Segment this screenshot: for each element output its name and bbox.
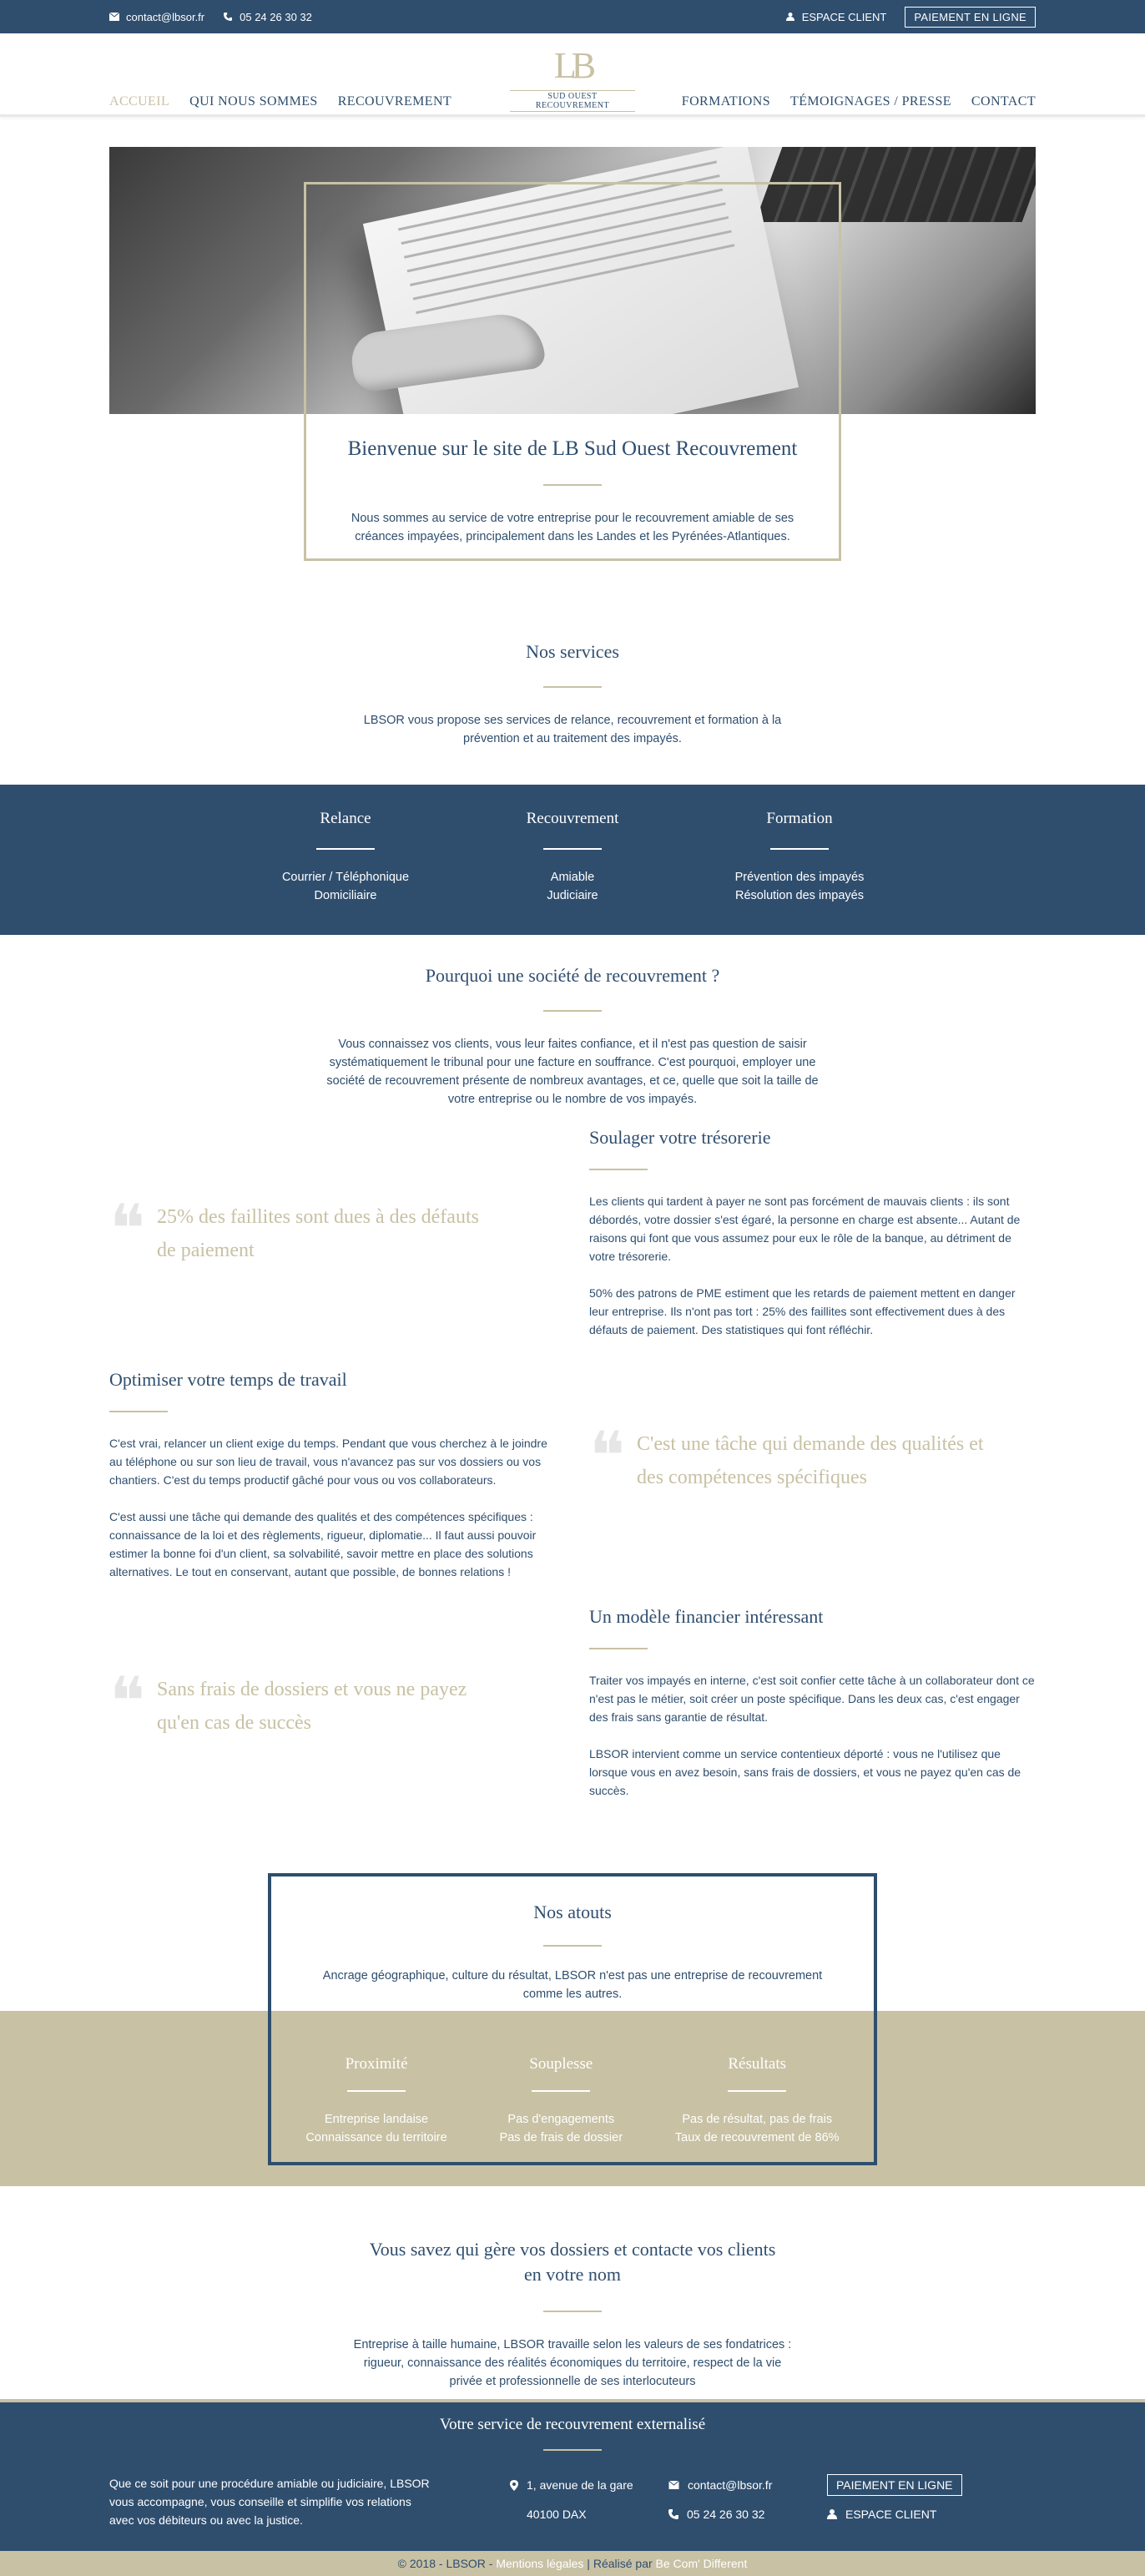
quote-text: C'est une tâche qui demande des qualités et des compétences spécifiques <box>637 1433 984 1488</box>
atout-line: Pas de résultat, pas de frais <box>682 2113 833 2126</box>
user-icon <box>827 2509 837 2519</box>
legal-link[interactable]: Mentions légales <box>496 2557 584 2570</box>
nav-formations[interactable]: FORMATIONS <box>681 94 771 109</box>
service-title: Relance <box>320 810 371 827</box>
atout-title: Proximité <box>345 2055 408 2073</box>
service-line: Domiciliaire <box>314 889 377 902</box>
why-section <box>0 935 1145 1127</box>
footer <box>0 2399 1145 2551</box>
footer-phone-text: 05 24 26 30 32 <box>687 2508 765 2521</box>
footer-email[interactable] <box>668 2474 827 2496</box>
logo[interactable] <box>510 37 635 112</box>
hero <box>0 147 1145 631</box>
atout-proximite <box>305 2055 446 2147</box>
manage-section <box>0 2224 1145 2399</box>
block-tresorerie <box>109 1127 1036 1369</box>
atouts-text: Ancrage géographique, culture du résultat, LBSOR n'est pas une entreprise de recouvrement comme les autres. <box>322 1969 823 2001</box>
block-title: Optimiser votre temps de travail <box>109 1369 347 1390</box>
logo-monogram: LB <box>553 45 592 86</box>
service-title: Recouvrement <box>526 810 619 827</box>
footer-title: Votre service de recouvrement externalisé <box>439 2416 706 2433</box>
topbar-phone-text: 05 24 26 30 32 <box>240 10 312 23</box>
quote-icon: ❝ <box>589 1417 626 1495</box>
services-band <box>0 785 1145 935</box>
nav-contact[interactable]: CONTACT <box>971 94 1036 109</box>
client-space-label: ESPACE CLIENT <box>801 10 887 23</box>
quote-icon: ❝ <box>109 1190 146 1268</box>
pull-quote <box>589 1417 986 1495</box>
client-space-link[interactable] <box>785 11 887 23</box>
quote-text: Sans frais de dossiers et vous ne payez qu'en cas de succès <box>157 1679 467 1734</box>
divider <box>532 2090 590 2092</box>
envelope-icon <box>109 13 119 21</box>
service-line: Amiable <box>550 871 595 884</box>
divider <box>543 848 602 850</box>
divider <box>589 1648 648 1649</box>
nav-temoignages[interactable]: TÉMOIGNAGES / PRESSE <box>790 94 951 109</box>
footer-about: Que ce soit pour une procédure amiable ou judiciaire, LBSOR vous accompagne, vous conseille et simplifie vos relations avec vos débiteurs ou avec la justice. <box>109 2477 430 2527</box>
footer-pay-online-button[interactable]: PAIEMENT EN LIGNE <box>827 2474 962 2496</box>
block-title: Soulager votre trésorerie <box>589 1127 771 1148</box>
hero-title: Bienvenue sur le site de LB Sud Ouest Recouvrement <box>347 437 798 460</box>
block-paragraph: Traiter vos impayés en interne, c'est soit confier cette tâche à un collaborateur dont ce n'est pas le métier, soit créer un poste spécifique. Dans les deux cas, c'est engager des frais sans garantie de résultat. <box>589 1674 1035 1724</box>
envelope-icon <box>668 2481 679 2489</box>
phone-icon <box>668 2509 678 2519</box>
service-title: Formation <box>766 810 833 827</box>
footer-client-space-label: ESPACE CLIENT <box>845 2508 937 2521</box>
block-paragraph: Les clients qui tardent à payer ne sont pas forcément de mauvais clients : ils sont débordés, votre dossier s'est égaré, la personne en charge est absente... Autant de raisons qui font que vous assumez pour eux le rôle de la banque, au détriment de votre trésorerie. <box>589 1195 1021 1263</box>
block-financier <box>109 1606 1036 1815</box>
hero-card <box>306 414 839 558</box>
footer-city <box>510 2508 668 2521</box>
phone-icon <box>223 13 233 21</box>
footer-client-space[interactable] <box>827 2508 994 2521</box>
atout-title: Souplesse <box>529 2055 593 2073</box>
divider <box>316 848 375 850</box>
divider <box>589 1169 648 1170</box>
atout-title: Résultats <box>728 2055 787 2073</box>
manage-title <box>0 2237 1145 2287</box>
quote-text: 25% des faillites sont dues à des défauts de paiement <box>157 1206 479 1261</box>
service-line: Courrier / Téléphonique <box>281 871 410 884</box>
divider <box>109 1411 168 1412</box>
atout-line: Pas de frais de dossier <box>499 2131 623 2144</box>
user-icon <box>785 13 795 21</box>
service-line: Prévention des impayés <box>734 871 865 884</box>
divider <box>543 2449 602 2451</box>
divider <box>770 848 829 850</box>
topbar-email-text: contact@lbsor.fr <box>126 10 205 23</box>
services-section <box>0 631 1145 785</box>
atout-line: Entreprise landaise <box>324 2113 429 2126</box>
service-line: Résolution des impayés <box>735 889 864 902</box>
service-relance[interactable] <box>265 810 426 905</box>
divider <box>543 1945 602 1947</box>
nav-left <box>109 94 451 109</box>
hero-text: Nous sommes au service de votre entreprise pour le recouvrement amiable de ses créances impayées, principalement dans les Landes et les Pyrénées-Atlantiques. <box>351 512 794 543</box>
footer-address-line1: 1, avenue de la gare <box>527 2478 633 2492</box>
header <box>0 33 1145 117</box>
block-paragraph: LBSOR intervient comme un service contentieux déporté : vous ne l'utilisez que lorsque vous en avez besoin, sans frais de dossiers, et vous ne payez qu'en cas de succès. <box>589 1747 1021 1797</box>
divider <box>347 2090 406 2092</box>
service-formation[interactable] <box>719 810 880 905</box>
divider <box>728 2090 786 2092</box>
nav-accueil[interactable]: ACCUEIL <box>109 94 170 109</box>
block-paragraph: C'est vrai, relancer un client exige du temps. Pendant que vous cherchez à le joindre au téléphone ou sur son lieu de travail, vous n'avancez pas sur vos dossiers ou vos chantiers. C'est du temps productif gâché pour vous ou vos collaborateurs. <box>109 1437 547 1487</box>
nav-qui-nous-sommes[interactable]: QUI NOUS SOMMES <box>189 94 318 109</box>
block-title: Un modèle financier intéressant <box>589 1606 824 1627</box>
service-recouvrement[interactable] <box>492 810 653 905</box>
pull-quote <box>109 1663 497 1740</box>
logo-tagline: SUD OUEST RECOUVREMENT <box>510 90 635 112</box>
footer-phone[interactable] <box>668 2508 827 2521</box>
nav-right <box>682 94 1036 109</box>
footer-address <box>510 2474 668 2496</box>
divider <box>543 484 602 486</box>
atouts-box <box>268 1873 877 2165</box>
pull-quote <box>109 1190 497 1268</box>
why-text: Vous connaissez vos clients, vous leur faites confiance, et il n'est pas question de saisir systématiquement le tribunal pour une facture en souffrance. C'est pourquoi, employer une société de recouvrement présente de nombreux avantages, et ce, quelle que soit la taille de votre entreprise ou le nombre de vos impayés. <box>326 1038 819 1106</box>
service-line: Judiciaire <box>547 889 598 902</box>
divider <box>543 2311 602 2312</box>
footer-address-line2: 40100 DAX <box>527 2508 587 2521</box>
agency-link[interactable]: Be Com' Different <box>655 2557 748 2570</box>
map-pin-icon <box>510 2480 518 2491</box>
copyright-text: © 2018 - LBSOR - <box>397 2557 497 2570</box>
top-bar <box>0 0 1145 33</box>
block-paragraph: C'est aussi une tâche qui demande des qualités et des compétences spécifiques : connaissance de la loi et des règlements, rigueur, diplomatie... Il faut aussi pouvoir estimer la bonne foi d'un client, sa solvabilité, savoir mettre en place des solutions alternatives. Le tout en conservant, autant que possible, de bonnes relations ! <box>109 1510 537 1578</box>
divider <box>543 1010 602 1012</box>
atouts-section <box>0 1873 1145 2224</box>
nav-recouvrement[interactable]: RECOUVREMENT <box>337 94 452 109</box>
block-paragraph: 50% des patrons de PME estiment que les retards de paiement mettent en danger leur entreprise. Ils n'ont pas tort : 25% des faillites sont effectivement dues à des défauts de paiement. Des statistiques qui font réfléchir. <box>589 1286 1016 1336</box>
topbar-email[interactable] <box>109 11 204 23</box>
services-title: Nos services <box>526 641 619 662</box>
quote-icon: ❝ <box>109 1663 146 1740</box>
atout-resultats <box>675 2055 840 2147</box>
block-temps <box>109 1369 1036 1606</box>
copyright-middle: | Réalisé par <box>583 2557 656 2570</box>
pay-online-button[interactable]: PAIEMENT EN LIGNE <box>905 7 1036 28</box>
atout-line: Taux de recouvrement de 86% <box>674 2131 840 2144</box>
atout-line: Connaissance du territoire <box>305 2131 447 2144</box>
atout-souplesse <box>500 2055 623 2147</box>
manage-title-line1: Vous savez qui gère vos dossiers et contacte vos clients <box>369 2239 776 2260</box>
footer-email-text: contact@lbsor.fr <box>688 2478 773 2492</box>
footer-contact <box>510 2474 994 2521</box>
topbar-phone[interactable] <box>223 11 312 23</box>
why-title: Pourquoi une société de recouvrement ? <box>425 965 720 986</box>
manage-title-line2: en votre nom <box>523 2264 622 2285</box>
services-text: LBSOR vous propose ses services de relance, recouvrement et formation à la prévention et au traitement des impayés. <box>363 714 782 745</box>
copyright-bar <box>0 2551 1145 2576</box>
atouts-title: Nos atouts <box>533 1902 612 1922</box>
atout-line: Pas d'engagements <box>507 2113 615 2126</box>
manage-text: Entreprise à taille humaine, LBSOR travaille selon les valeurs de ses fondatrices : rigueur, connaissance des réalités économiques du territoire, respect de la vie privée et professionnelle de ses interlocuteurs <box>353 2338 792 2388</box>
divider <box>543 686 602 688</box>
